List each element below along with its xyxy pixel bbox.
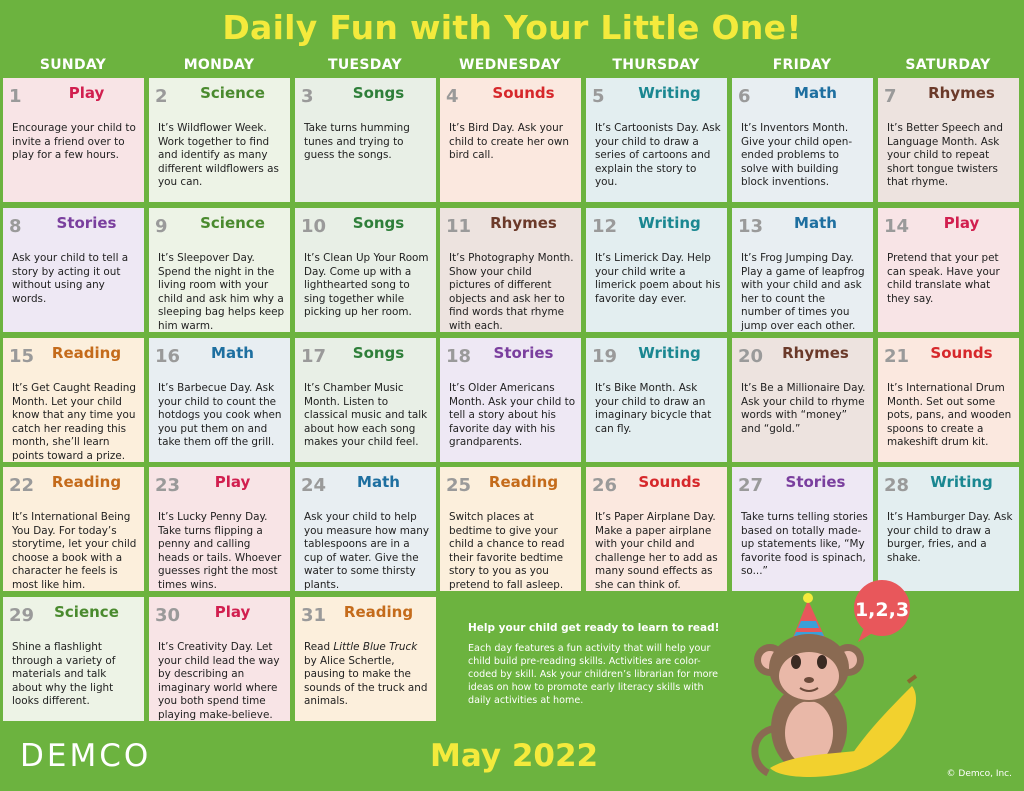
activity-text: It’s Lucky Penny Day. Take turns flipping a penny and calling heads or tails. Whoever guesses right the most times wins. bbox=[158, 511, 282, 591]
day-number: 11 bbox=[446, 216, 472, 237]
activity-text: It’s Better Speech and Language Month. Ask your child to repeat short tongue twisters that rhyme. bbox=[887, 122, 1003, 188]
day-number: 15 bbox=[9, 346, 35, 367]
day-number: 24 bbox=[301, 475, 327, 496]
skill-label: Science bbox=[200, 84, 265, 102]
skill-label: Reading bbox=[488, 473, 559, 491]
activity-text: It’s Limerick Day. Help your child write a limerick poem about his favorite day ever. bbox=[595, 252, 721, 305]
activity-text-part: by Alice Schertle, pausing to make the sounds of the truck and animals. bbox=[304, 654, 428, 707]
activity-text: It’s Hamburger Day. Ask your child to draw a burger, fries, and a shake. bbox=[887, 511, 1013, 564]
day-cell bbox=[732, 467, 873, 591]
activity-text: It’s International Drum Month. Set out some pots, pans, and wooden spoons to create a makeshift drum kit. bbox=[887, 382, 1012, 448]
page-title: Daily Fun with Your Little One! bbox=[222, 8, 802, 47]
activity-text: It’s Bird Day. Ask your child to create her own bird call. bbox=[449, 122, 569, 161]
skill-label: Writing bbox=[930, 473, 993, 491]
activity-text: It’s Sleepover Day. Spend the night in the living room with your child and ask him why a sleeping bag helps keep him warm. bbox=[158, 252, 285, 332]
skill-label: Play bbox=[68, 84, 105, 102]
day-cell bbox=[295, 338, 436, 462]
day-cell bbox=[586, 78, 727, 202]
day-cell bbox=[295, 208, 436, 332]
skill-label: Play bbox=[214, 473, 251, 491]
day-cell bbox=[440, 338, 581, 462]
day-number: 2 bbox=[155, 86, 168, 107]
activity-text bbox=[304, 641, 431, 709]
day-number: 31 bbox=[301, 605, 327, 626]
day-number: 19 bbox=[592, 346, 618, 367]
day-cell bbox=[3, 597, 144, 721]
skill-label: Sounds bbox=[930, 344, 993, 362]
day-number: 13 bbox=[738, 216, 764, 237]
activity-text: It’s International Being You Day. For today’s storytime, let your child choose a book with a character he feels is most like him. bbox=[12, 511, 137, 591]
activity-text: Encourage your child to invite a friend over to play for a few hours. bbox=[12, 122, 136, 161]
day-cell bbox=[149, 467, 290, 591]
day-number: 28 bbox=[884, 475, 910, 496]
activity-text: It’s Cartoonists Day. Ask your child to draw a series of cartoons and explain the story to you. bbox=[595, 122, 721, 188]
day-number: 1 bbox=[9, 86, 22, 107]
skill-label: Writing bbox=[638, 344, 701, 362]
day-number: 23 bbox=[155, 475, 181, 496]
activity-text: It’s Clean Up Your Room Day. Come up with a lighthearted song to sing together while picking up her room. bbox=[304, 252, 429, 318]
day-cell bbox=[149, 338, 290, 462]
weekday-saturday: SATURDAY bbox=[905, 57, 991, 73]
day-number: 18 bbox=[446, 346, 472, 367]
day-cell bbox=[732, 338, 873, 462]
day-cell bbox=[295, 467, 436, 591]
book-title: Little Blue Truck bbox=[333, 641, 418, 653]
skill-label: Science bbox=[54, 603, 119, 621]
day-number: 10 bbox=[301, 216, 327, 237]
day-number: 26 bbox=[592, 475, 618, 496]
skill-label: Science bbox=[200, 214, 265, 232]
activity-text: It’s Frog Jumping Day. Play a game of leapfrog with your child and ask her to count the number of times you jump over each other. bbox=[741, 252, 865, 332]
skill-label: Stories bbox=[56, 214, 117, 232]
activity-text: It’s Be a Millionaire Day. Ask your child to rhyme words with “money” and “gold.” bbox=[741, 382, 866, 435]
weekday-friday: FRIDAY bbox=[772, 57, 832, 73]
skill-label: Math bbox=[794, 84, 837, 102]
day-number: 4 bbox=[446, 86, 459, 107]
speech-bubble-text: 1,2,3 bbox=[854, 599, 910, 621]
skill-label: Songs bbox=[352, 344, 405, 362]
skill-label: Reading bbox=[51, 344, 122, 362]
day-number: 6 bbox=[738, 86, 751, 107]
skill-label: Stories bbox=[785, 473, 846, 491]
skill-label: Math bbox=[357, 473, 400, 491]
activity-text: It’s Bike Month. Ask your child to draw an imaginary bicycle that can fly. bbox=[595, 382, 712, 435]
day-cell bbox=[732, 208, 873, 332]
day-cell bbox=[586, 338, 727, 462]
skill-label: Sounds bbox=[638, 473, 701, 491]
day-number: 20 bbox=[738, 346, 764, 367]
skill-label: Writing bbox=[638, 214, 701, 232]
day-cell bbox=[295, 597, 436, 721]
activity-text: It’s Wildflower Week. Work together to find and identify as many different wildflowers as you can. bbox=[158, 122, 279, 188]
skill-label: Math bbox=[211, 344, 254, 362]
day-cell bbox=[3, 467, 144, 591]
skill-label: Play bbox=[214, 603, 251, 621]
activity-text: Ask your child to tell a story by acting it out without using any words. bbox=[12, 252, 129, 305]
monkey-illustration bbox=[740, 578, 940, 778]
skill-label: Rhymes bbox=[928, 84, 995, 102]
skill-label: Sounds bbox=[492, 84, 555, 102]
day-cell bbox=[586, 208, 727, 332]
day-number: 30 bbox=[155, 605, 181, 626]
day-cell bbox=[149, 208, 290, 332]
skill-label: Songs bbox=[352, 84, 405, 102]
weekday-sunday: SUNDAY bbox=[39, 57, 107, 73]
activity-text: It’s Paper Airplane Day. Make a paper airplane with your child and challenge her to add as many sound effects as she can think of. bbox=[595, 511, 718, 591]
activity-text: Pretend that your pet can speak. Have your child translate what they say. bbox=[887, 252, 1000, 305]
day-cell bbox=[878, 78, 1019, 202]
day-cell bbox=[878, 208, 1019, 332]
day-cell bbox=[149, 597, 290, 721]
day-cell bbox=[586, 467, 727, 591]
activity-text: It’s Barbecue Day. Ask your child to count the hotdogs you cook when you put them on and take them off the grill. bbox=[158, 382, 282, 448]
day-number: 5 bbox=[592, 86, 605, 107]
skill-label: Play bbox=[943, 214, 980, 232]
activity-text: Switch places at bedtime to give your child a chance to read their favorite bedtime story to you as you pretend to fall asleep. bbox=[449, 511, 565, 591]
weekday-monday: MONDAY bbox=[183, 57, 255, 73]
weekday-tuesday: TUESDAY bbox=[328, 57, 402, 73]
month-label: May 2022 bbox=[430, 738, 599, 774]
day-number: 3 bbox=[301, 86, 314, 107]
weekday-wednesday: WEDNESDAY bbox=[459, 57, 561, 73]
skill-label: Math bbox=[794, 214, 837, 232]
activity-text: Take turns telling stories based on totally made-up statements like, “My favorite food is spinach, so...” bbox=[741, 511, 868, 577]
activity-text: Take turns humming tunes and trying to guess the songs. bbox=[304, 122, 410, 161]
activity-text: It’s Older Americans Month. Ask your child to tell a story about his favorite day with his grandparents. bbox=[449, 382, 576, 448]
day-number: 29 bbox=[9, 605, 35, 626]
activity-text-part: Read bbox=[304, 641, 334, 653]
day-number: 17 bbox=[301, 346, 327, 367]
day-cell bbox=[440, 467, 581, 591]
skill-label: Stories bbox=[493, 344, 554, 362]
demco-logo: DEMCO bbox=[20, 738, 152, 774]
activity-text: It’s Creativity Day. Let your child lead the way by describing an imaginary world where you both spend time playing make-believe. bbox=[158, 641, 280, 721]
day-cell bbox=[440, 78, 581, 202]
skill-label: Reading bbox=[343, 603, 414, 621]
day-cell bbox=[149, 78, 290, 202]
activity-text: It’s Photography Month. Show your child pictures of different objects and ask her to find words that rhyme with each. bbox=[449, 252, 574, 332]
skill-label: Writing bbox=[638, 84, 701, 102]
skill-label: Reading bbox=[51, 473, 122, 491]
day-cell bbox=[878, 338, 1019, 462]
skill-label: Rhymes bbox=[782, 344, 849, 362]
weekday-header bbox=[0, 57, 1024, 73]
activity-text: It’s Inventors Month. Give your child open-ended problems to solve with building block inventions. bbox=[741, 122, 853, 188]
day-cell bbox=[878, 467, 1019, 591]
activity-text: It’s Chamber Music Month. Listen to classical music and talk about how each song makes your child feel. bbox=[304, 382, 428, 448]
day-cell bbox=[295, 78, 436, 202]
activity-text: It’s Get Caught Reading Month. Let your child know that any time you catch her reading this month, she’ll learn points toward a prize. bbox=[12, 382, 136, 462]
day-number: 8 bbox=[9, 216, 22, 237]
info-body: Each day features a fun activity that will help your child build pre-reading skills. Activities are color-coded by skill. Ask your children’s librarian for more ideas on how to promote early literacy skills with daily activities at home. bbox=[468, 643, 719, 706]
day-cell bbox=[3, 208, 144, 332]
day-number: 27 bbox=[738, 475, 764, 496]
day-number: 7 bbox=[884, 86, 897, 107]
skill-label: Rhymes bbox=[490, 214, 557, 232]
day-number: 12 bbox=[592, 216, 618, 237]
day-cell bbox=[3, 78, 144, 202]
copyright: © Demco, Inc. bbox=[946, 769, 1012, 779]
day-number: 25 bbox=[446, 475, 472, 496]
skill-label: Songs bbox=[352, 214, 405, 232]
info-heading: Help your child get ready to learn to read! bbox=[468, 622, 720, 634]
day-number: 21 bbox=[884, 346, 910, 367]
day-cell bbox=[440, 208, 581, 332]
day-number: 14 bbox=[884, 216, 910, 237]
day-number: 9 bbox=[155, 216, 168, 237]
activity-text: Ask your child to help you measure how many tablespoons are in a cup of water. Give the water to some thirsty plants. bbox=[304, 511, 429, 591]
day-cell bbox=[732, 78, 873, 202]
day-number: 22 bbox=[9, 475, 35, 496]
activity-text: Shine a flashlight through a variety of materials and talk about why the light looks different. bbox=[12, 641, 116, 707]
weekday-thursday: THURSDAY bbox=[612, 57, 700, 73]
day-number: 16 bbox=[155, 346, 181, 367]
info-box bbox=[468, 622, 723, 707]
day-cell bbox=[3, 338, 144, 462]
